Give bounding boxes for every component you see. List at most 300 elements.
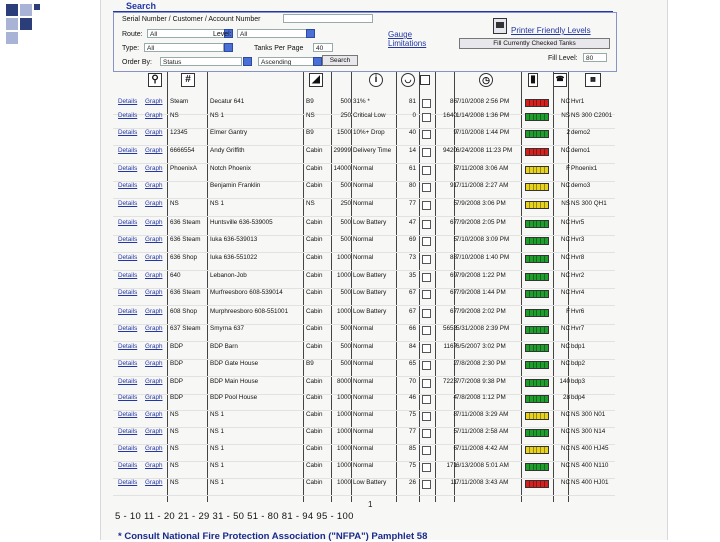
- details-link[interactable]: Details: [118, 98, 138, 105]
- row-checkbox[interactable]: [422, 273, 431, 282]
- customer-cell: Lebanon-Job: [210, 272, 247, 279]
- graph-link[interactable]: Graph: [145, 254, 163, 261]
- date-cell: 5/31/2008 2:39 PM: [456, 325, 510, 332]
- date-cell: 7/10/2008 1:40 PM: [456, 254, 510, 261]
- type-cell: Cabin: [306, 165, 323, 172]
- search-heading: Search: [126, 1, 157, 11]
- graph-link[interactable]: Graph: [145, 165, 163, 172]
- date-cell: 7/7/2008 9:38 PM: [456, 378, 506, 385]
- details-link[interactable]: Details: [118, 411, 138, 418]
- graph-link[interactable]: Graph: [145, 378, 163, 385]
- quantity-cell: 5: [453, 236, 457, 243]
- gauge-cell: 65: [408, 360, 416, 367]
- nc-cell: NC: [560, 479, 570, 486]
- row-checkbox[interactable]: [422, 290, 431, 299]
- tag-cell: Hvr7: [571, 325, 585, 332]
- customer-cell: Iuka 636-539013: [210, 236, 258, 243]
- row-checkbox[interactable]: [422, 395, 431, 404]
- gauge-cell: 35: [408, 272, 416, 279]
- nc-cell: 28: [562, 394, 570, 401]
- gauge-cell: 75: [408, 411, 416, 418]
- date-cell: 7/11/2008 4:42 AM: [456, 445, 509, 452]
- row-checkbox[interactable]: [422, 309, 431, 318]
- customer-cell: NS 1: [210, 445, 224, 452]
- table-row: [113, 462, 615, 479]
- gauge-cell: 0: [412, 112, 416, 119]
- graph-link[interactable]: Graph: [145, 445, 163, 452]
- level-dropdown-icon[interactable]: [306, 29, 315, 38]
- row-checkbox[interactable]: [422, 166, 431, 175]
- graph-link[interactable]: Graph: [145, 462, 163, 469]
- tag-cell: NS 300 C2001: [571, 112, 613, 119]
- route-select[interactable]: All: [147, 29, 225, 38]
- customer-cell: NS 1: [210, 428, 224, 435]
- customer-cell: Benjamin Franklin: [210, 182, 261, 189]
- graph-link[interactable]: Graph: [145, 272, 163, 279]
- nc-cell: NC: [560, 272, 570, 279]
- capacity-cell: 1000: [336, 428, 351, 435]
- graph-link[interactable]: Graph: [145, 411, 163, 418]
- quantity-cell: 91: [449, 182, 457, 189]
- tag-cell: Hvr5: [571, 219, 585, 226]
- customer-cell: BDP Main House: [210, 378, 259, 385]
- hash-icon: #: [181, 73, 195, 87]
- quantity-cell: 9420: [442, 147, 457, 154]
- capacity-cell: 500: [340, 289, 351, 296]
- level-bar-green: [525, 361, 549, 369]
- quantity-cell: 11: [450, 479, 457, 486]
- tag-cell: NS 400 N110: [571, 462, 609, 469]
- order-by-dropdown-icon[interactable]: [243, 57, 252, 66]
- row-checkbox[interactable]: [422, 412, 431, 421]
- graph-link[interactable]: Graph: [145, 325, 163, 332]
- phone-icon: ☎: [553, 73, 567, 87]
- type-cell: Cabin: [306, 462, 323, 469]
- row-checkbox[interactable]: [422, 463, 431, 472]
- tag-cell: Phoenix1: [571, 165, 598, 172]
- quantity-cell: 3: [453, 165, 457, 172]
- type-cell: B9: [306, 129, 314, 136]
- serial-input[interactable]: [283, 14, 373, 23]
- gauge-cell: 67: [408, 308, 416, 315]
- table-row: [113, 411, 615, 428]
- serial-cell: NS: [170, 411, 179, 418]
- tank-icon: ◢: [309, 73, 323, 87]
- customer-cell: BDP Pool House: [210, 394, 258, 401]
- route-label: Route:: [122, 31, 143, 38]
- capacity-cell: 250: [340, 112, 351, 119]
- gauge-cell: 80: [408, 182, 416, 189]
- tag-cell: Hvr4: [571, 289, 585, 296]
- row-checkbox[interactable]: [422, 237, 431, 246]
- calendar-icon: ▦: [585, 73, 601, 87]
- row-checkbox[interactable]: [422, 148, 431, 157]
- capacity-cell: 1000: [336, 272, 351, 279]
- row-checkbox[interactable]: [422, 379, 431, 388]
- capacity-cell: 1000: [336, 254, 351, 261]
- table-row: [113, 343, 615, 360]
- graph-link[interactable]: Graph: [145, 200, 163, 207]
- date-cell: 7/10/2008 1:44 PM: [456, 129, 510, 136]
- gauge-icon: ◡: [401, 73, 415, 87]
- level-label: Level:: [213, 31, 232, 38]
- level-bar-green: [525, 326, 549, 334]
- capacity-cell: 500: [340, 325, 351, 332]
- nc-cell: NC: [560, 325, 570, 332]
- type-select[interactable]: All: [144, 43, 224, 52]
- quantity-cell: 88: [449, 254, 457, 261]
- graph-link[interactable]: Graph: [145, 98, 163, 105]
- quantity-cell: 2: [453, 360, 457, 367]
- table-row: [113, 219, 615, 236]
- capacity-cell: 500: [340, 236, 351, 243]
- level-bar-green: [525, 309, 549, 317]
- tag-cell: bdp1: [571, 343, 586, 350]
- details-link[interactable]: Details: [118, 147, 138, 154]
- level-bar-yellow: [525, 166, 549, 174]
- nc-cell: F: [566, 165, 570, 172]
- details-link[interactable]: Details: [118, 289, 138, 296]
- graph-link[interactable]: Graph: [145, 428, 163, 435]
- table-row: [113, 289, 615, 306]
- table-row: [113, 479, 615, 496]
- details-link[interactable]: Details: [118, 394, 138, 401]
- serial-cell: NS: [170, 112, 179, 119]
- date-cell: 7/11/2008 3:43 AM: [456, 479, 509, 486]
- type-cell: Cabin: [306, 325, 323, 332]
- level-bar-red: [525, 148, 549, 156]
- level-bar-green: [525, 220, 549, 228]
- graph-link[interactable]: Graph: [145, 289, 163, 296]
- table-row: [113, 112, 615, 129]
- magnifier-icon: ⚲: [148, 73, 162, 87]
- capacity-cell: 500: [340, 219, 351, 226]
- customer-cell: BDP Barn: [210, 343, 238, 350]
- status-cell: Low Battery: [353, 219, 387, 226]
- capacity-cell: 1000: [336, 445, 351, 452]
- column-icon-header: [113, 72, 615, 92]
- capacity-cell: 500: [340, 360, 351, 367]
- graph-link[interactable]: Graph: [145, 219, 163, 226]
- level-bar-green: [525, 379, 549, 387]
- nc-cell: NC: [560, 219, 570, 226]
- page-number: 1: [368, 500, 373, 509]
- serial-cell: BDP: [170, 343, 183, 350]
- gauge-cell: 14: [408, 147, 416, 154]
- row-checkbox[interactable]: [422, 201, 431, 210]
- status-cell: Normal: [353, 182, 374, 189]
- row-checkbox[interactable]: [422, 480, 431, 489]
- tag-cell: bdp4: [571, 394, 586, 401]
- type-cell: Cabin: [306, 378, 323, 385]
- gauge-cell: 84: [408, 343, 416, 350]
- select-all-checkbox[interactable]: [420, 75, 430, 85]
- capacity-cell: 500: [340, 182, 351, 189]
- table-row: [113, 254, 615, 271]
- table-row: [113, 200, 615, 217]
- details-link[interactable]: Details: [118, 200, 138, 207]
- fill-checked-tanks-button[interactable]: Fill Currently Checked Tanks: [459, 38, 610, 49]
- quantity-cell: 86: [449, 98, 457, 105]
- table-row: [113, 378, 615, 395]
- date-cell: 7/8/2008 2:30 PM: [456, 360, 506, 367]
- status-cell: Normal: [353, 445, 374, 452]
- nc-cell: NS: [561, 112, 570, 119]
- details-link[interactable]: Details: [118, 219, 138, 226]
- tanks-per-page-input[interactable]: 40: [313, 43, 333, 52]
- quantity-cell: 69: [449, 272, 457, 279]
- row-checkbox[interactable]: [422, 113, 431, 122]
- row-checkbox[interactable]: [422, 99, 431, 108]
- details-link[interactable]: Details: [118, 129, 138, 136]
- customer-cell: Huntsville 636-539005: [210, 219, 273, 226]
- capacity-cell: 1000: [336, 411, 351, 418]
- status-cell: Normal: [353, 236, 374, 243]
- row-checkbox[interactable]: [422, 220, 431, 229]
- search-button[interactable]: Search: [322, 55, 358, 66]
- gauge-cell: 47: [408, 219, 416, 226]
- details-link[interactable]: Details: [118, 236, 138, 243]
- quantity-cell: 5: [453, 200, 457, 207]
- details-link[interactable]: Details: [118, 343, 138, 350]
- type-cell: Cabin: [306, 479, 323, 486]
- serial-cell: 636 Steam: [170, 219, 201, 226]
- gauge-cell: 69: [408, 236, 416, 243]
- date-cell: 7/11/2008 3:29 AM: [456, 411, 509, 418]
- serial-cell: NS: [170, 428, 179, 435]
- table-row: [113, 129, 615, 146]
- level-bar-green: [525, 463, 549, 471]
- clock-icon: ◷: [479, 73, 493, 87]
- date-cell: 7/9/2008 2:05 PM: [456, 219, 506, 226]
- graph-link[interactable]: Graph: [145, 236, 163, 243]
- type-cell: Cabin: [306, 343, 323, 350]
- nc-cell: NC: [560, 428, 570, 435]
- details-link[interactable]: Details: [118, 112, 138, 119]
- details-link[interactable]: Details: [118, 445, 138, 452]
- details-link[interactable]: Details: [118, 308, 138, 315]
- type-cell: Cabin: [306, 219, 323, 226]
- capacity-cell: 14000: [333, 165, 351, 172]
- details-link[interactable]: Details: [118, 325, 138, 332]
- info-icon: i: [369, 73, 383, 87]
- gauge-cell: 26: [408, 479, 416, 486]
- serial-cell: BDP: [170, 394, 183, 401]
- type-cell: NS: [306, 200, 315, 207]
- printer-friendly-link[interactable]: Printer Friendly Levels: [511, 26, 591, 35]
- row-checkbox[interactable]: [422, 130, 431, 139]
- capacity-cell: 250: [340, 200, 351, 207]
- row-checkbox[interactable]: [422, 255, 431, 264]
- quantity-cell: 1640: [442, 112, 457, 119]
- serial-cell: NS: [170, 479, 179, 486]
- status-cell: Normal: [353, 165, 374, 172]
- graph-link[interactable]: Graph: [145, 360, 163, 367]
- details-link[interactable]: Details: [118, 428, 138, 435]
- tag-cell: demo2: [571, 129, 591, 136]
- table-row: [113, 445, 615, 462]
- level-bar-green: [525, 344, 549, 352]
- serial-cell: Steam: [170, 98, 189, 105]
- capacity-cell: 1000: [336, 308, 351, 315]
- row-checkbox[interactable]: [422, 446, 431, 455]
- status-cell: Normal: [353, 411, 374, 418]
- graph-link[interactable]: Graph: [145, 147, 163, 154]
- tag-cell: Hvr3: [571, 236, 585, 243]
- date-cell: 7/9/2008 1:44 PM: [456, 289, 506, 296]
- nc-cell: NC: [560, 462, 570, 469]
- date-cell: 7/10/2008 2:56 PM: [456, 98, 510, 105]
- customer-cell: Andy Griffith: [210, 147, 245, 154]
- details-link[interactable]: Details: [118, 254, 138, 261]
- quantity-cell: 6: [453, 445, 457, 452]
- table-row: [113, 165, 615, 182]
- row-checkbox[interactable]: [422, 183, 431, 192]
- quantity-cell: 8: [453, 411, 457, 418]
- capacity-cell: 8000: [336, 378, 351, 385]
- gauge-cell: 46: [408, 394, 416, 401]
- tag-cell: Hvr8: [571, 254, 585, 261]
- serial-cell: 637 Steam: [170, 325, 201, 332]
- serial-cell: 636 Steam: [170, 236, 201, 243]
- level-bar-green: [525, 255, 549, 263]
- table-row: [113, 147, 615, 164]
- serial-cell: PhoenixA: [170, 165, 197, 172]
- date-cell: 7/9/2008 3:06 PM: [456, 200, 506, 207]
- order-by-select[interactable]: Status: [160, 57, 242, 66]
- nc-cell: NC: [560, 343, 570, 350]
- type-cell: Cabin: [306, 289, 323, 296]
- status-cell: Normal: [353, 428, 374, 435]
- level-select[interactable]: All: [237, 29, 307, 38]
- gauge-limitations-link[interactable]: Gauge Limitations: [388, 30, 427, 48]
- date-cell: 7/8/2008 1:12 PM: [456, 394, 506, 401]
- status-cell: Normal: [353, 200, 374, 207]
- nc-cell: NC: [560, 411, 570, 418]
- capacity-cell: 1000: [336, 394, 351, 401]
- gauge-cell: 40: [408, 129, 416, 136]
- level-bar-green: [525, 395, 549, 403]
- level-bar-yellow: [525, 183, 549, 191]
- fill-level-input[interactable]: 80: [583, 53, 607, 62]
- battery-icon: ▮: [528, 73, 538, 87]
- customer-cell: NS 1: [210, 112, 224, 119]
- order-direction-select[interactable]: Ascending: [258, 57, 314, 66]
- level-bar-red: [525, 99, 549, 107]
- quantity-cell: 5: [453, 428, 457, 435]
- table-row: [113, 182, 615, 199]
- status-cell: Normal: [353, 378, 374, 385]
- row-checkbox[interactable]: [422, 344, 431, 353]
- customer-cell: NS 1: [210, 411, 224, 418]
- quantity-cell: 7223: [442, 378, 457, 385]
- date-cell: 6/5/2007 3:02 PM: [456, 343, 506, 350]
- type-cell: Cabin: [306, 428, 323, 435]
- graph-link[interactable]: Graph: [145, 182, 163, 189]
- date-cell: 6/13/2008 5:01 AM: [456, 462, 509, 469]
- status-cell: Normal: [353, 343, 374, 350]
- graph-link[interactable]: Graph: [145, 112, 163, 119]
- status-cell: Critical Low: [353, 112, 386, 119]
- customer-cell: Decatur 641: [210, 98, 245, 105]
- graph-link[interactable]: Graph: [145, 479, 163, 486]
- order-direction-dropdown-icon[interactable]: [313, 57, 322, 66]
- nc-cell: 2: [566, 129, 570, 136]
- table-row: [113, 272, 615, 289]
- type-cell: Cabin: [306, 445, 323, 452]
- nc-cell: NC: [560, 445, 570, 452]
- date-cell: 7/11/2008 2:27 AM: [456, 182, 509, 189]
- nc-cell: F: [566, 308, 570, 315]
- type-dropdown-icon[interactable]: [224, 43, 233, 52]
- customer-cell: NS 1: [210, 479, 224, 486]
- customer-cell: Notch Phoenix: [210, 165, 251, 172]
- tag-cell: Hvr1: [571, 98, 585, 105]
- graph-link[interactable]: Graph: [145, 343, 163, 350]
- level-bar-green: [525, 113, 549, 121]
- graph-link[interactable]: Graph: [145, 394, 163, 401]
- details-link[interactable]: Details: [118, 165, 138, 172]
- tag-cell: bdp3: [571, 378, 586, 385]
- quantity-cell: 67: [449, 289, 457, 296]
- details-link[interactable]: Details: [118, 360, 138, 367]
- details-link[interactable]: Details: [118, 378, 138, 385]
- serial-label: Serial Number / Customer / Account Number: [122, 16, 261, 23]
- details-link[interactable]: Details: [118, 479, 138, 486]
- date-cell: 7/11/2008 3:06 AM: [456, 165, 509, 172]
- serial-cell: 608 Shop: [170, 308, 197, 315]
- tag-cell: NS 400 HJ01: [571, 479, 609, 486]
- customer-cell: NS 1: [210, 200, 224, 207]
- graph-link[interactable]: Graph: [145, 308, 163, 315]
- table-row: [113, 236, 615, 253]
- gauge-cell: 73: [408, 254, 416, 261]
- graph-link[interactable]: Graph: [145, 129, 163, 136]
- gauge-cell: 85: [408, 445, 416, 452]
- row-checkbox[interactable]: [422, 361, 431, 370]
- type-cell: Cabin: [306, 182, 323, 189]
- level-bar-yellow: [525, 201, 549, 209]
- quantity-cell: 171: [446, 462, 457, 469]
- serial-cell: NS: [170, 445, 179, 452]
- status-cell: 10%+ Drop: [353, 129, 385, 136]
- capacity-cell: 500: [340, 98, 351, 105]
- order-by-label: Order By:: [122, 59, 152, 66]
- serial-cell: 12345: [170, 129, 188, 136]
- tag-cell: NS 300 QH1: [571, 200, 607, 207]
- status-cell: 31% *: [353, 98, 370, 105]
- date-cell: 7/9/2008 2:02 PM: [456, 308, 506, 315]
- details-link[interactable]: Details: [118, 462, 138, 469]
- type-cell: B9: [306, 98, 314, 105]
- status-cell: Low Battery: [353, 479, 387, 486]
- date-cell: 7/11/2008 2:58 AM: [456, 428, 509, 435]
- type-cell: Cabin: [306, 308, 323, 315]
- capacity-cell: 500: [340, 343, 351, 350]
- level-bar-green: [525, 290, 549, 298]
- type-cell: B9: [306, 360, 314, 367]
- details-link[interactable]: Details: [118, 182, 138, 189]
- level-bar-green: [525, 273, 549, 281]
- tag-cell: Hvr6: [571, 308, 585, 315]
- printer-icon[interactable]: [493, 18, 507, 34]
- gauge-cell: 61: [408, 165, 416, 172]
- table-row: [113, 428, 615, 445]
- details-link[interactable]: Details: [118, 272, 138, 279]
- row-checkbox[interactable]: [422, 429, 431, 438]
- row-checkbox[interactable]: [422, 326, 431, 335]
- quantity-cell: 4: [453, 394, 457, 401]
